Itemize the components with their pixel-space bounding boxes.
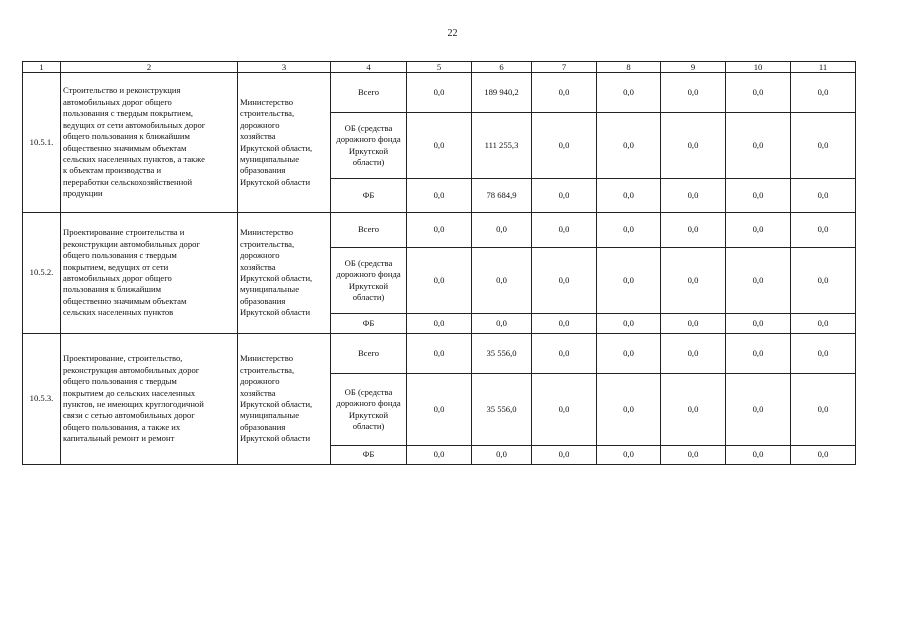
value-cell: 0,0	[407, 248, 472, 314]
table-row	[23, 73, 856, 113]
value-cell: 0,0	[597, 314, 661, 334]
value-cell: 0,0	[661, 73, 726, 113]
responsible-executor: Министерство строительства, дорожного хозяйства Иркутской области, муниципальные образования Иркутской области	[238, 73, 331, 213]
value-cell: 0,0	[661, 248, 726, 314]
value-cell: 0,0	[726, 446, 791, 465]
value-cell: 0,0	[661, 179, 726, 213]
header-cell: 10	[726, 62, 791, 73]
header-cell: 6	[472, 62, 532, 73]
header-cell: 4	[331, 62, 407, 73]
value-cell: 0,0	[726, 248, 791, 314]
value-cell: 0,0	[407, 73, 472, 113]
value-cell: 0,0	[661, 113, 726, 179]
value-cell: 0,0	[726, 179, 791, 213]
header-cell: 9	[661, 62, 726, 73]
value-cell: 0,0	[407, 446, 472, 465]
header-cell: 2	[61, 62, 238, 73]
value-cell: 0,0	[597, 213, 661, 248]
value-cell: 0,0	[661, 334, 726, 374]
value-cell: 0,0	[791, 113, 856, 179]
header-row	[23, 62, 856, 73]
header-cell: 8	[597, 62, 661, 73]
value-cell: 0,0	[597, 179, 661, 213]
table-row	[23, 334, 856, 374]
value-cell: 0,0	[532, 314, 597, 334]
value-cell: 0,0	[791, 314, 856, 334]
value-cell: 0,0	[532, 248, 597, 314]
value-cell: 0,0	[407, 334, 472, 374]
item-code: 10.5.3.	[23, 334, 61, 465]
header-cell: 5	[407, 62, 472, 73]
funding-source: Всего	[331, 334, 407, 374]
value-cell: 0,0	[726, 113, 791, 179]
item-name: Строительство и реконструкция автомобильных дорог общего пользования с твердым покрытием, ведущих от сети автомобильных дорог общего пользования к ближайшим общественно значимым объектам сельских населенных пунктов, а также к объектам производства и переработки сельскохозяйственной продукции	[61, 73, 238, 213]
value-cell: 0,0	[791, 374, 856, 446]
value-cell: 0,0	[532, 179, 597, 213]
value-cell: 0,0	[597, 113, 661, 179]
header-cell: 3	[238, 62, 331, 73]
value-cell: 189 940,2	[472, 73, 532, 113]
value-cell: 35 556,0	[472, 374, 532, 446]
item-name: Проектирование, строительство, реконструкция автомобильных дорог общего пользования с твердым покрытием до сельских населенных пунктов, не имеющих круглогодичной связи с сетью автомобильных дорог общего пользования, а также их капитальный ремонт и ремонт	[61, 334, 238, 465]
value-cell: 0,0	[597, 334, 661, 374]
responsible-executor: Министерство строительства, дорожного хозяйства Иркутской области, муниципальные образования Иркутской области	[238, 213, 331, 334]
value-cell: 0,0	[791, 334, 856, 374]
value-cell: 0,0	[472, 314, 532, 334]
header-cell: 1	[23, 62, 61, 73]
item-code: 10.5.1.	[23, 73, 61, 213]
responsible-executor: Министерство строительства, дорожного хозяйства Иркутской области, муниципальные образования Иркутской области	[238, 334, 331, 465]
funding-source: ОБ (средства дорожного фонда Иркутской области)	[331, 374, 407, 446]
header-cell: 11	[791, 62, 856, 73]
item-code: 10.5.2.	[23, 213, 61, 334]
value-cell: 0,0	[791, 213, 856, 248]
funding-source: ФБ	[331, 314, 407, 334]
value-cell: 0,0	[661, 446, 726, 465]
value-cell: 0,0	[532, 446, 597, 465]
value-cell: 0,0	[791, 248, 856, 314]
value-cell: 0,0	[726, 334, 791, 374]
funding-source: ФБ	[331, 179, 407, 213]
value-cell: 0,0	[472, 248, 532, 314]
value-cell: 0,0	[597, 248, 661, 314]
funding-source: Всего	[331, 73, 407, 113]
value-cell: 0,0	[726, 314, 791, 334]
funding-source: ОБ (средства дорожного фонда Иркутской области)	[331, 113, 407, 179]
value-cell: 0,0	[532, 113, 597, 179]
funding-source: ОБ (средства дорожного фонда Иркутской области)	[331, 248, 407, 314]
value-cell: 0,0	[597, 374, 661, 446]
value-cell: 0,0	[407, 179, 472, 213]
value-cell: 0,0	[532, 213, 597, 248]
funding-source: Всего	[331, 213, 407, 248]
value-cell: 0,0	[532, 73, 597, 113]
value-cell: 0,0	[407, 374, 472, 446]
value-cell: 0,0	[407, 113, 472, 179]
value-cell: 111 255,3	[472, 113, 532, 179]
value-cell: 0,0	[791, 179, 856, 213]
funding-source: ФБ	[331, 446, 407, 465]
value-cell: 0,0	[661, 314, 726, 334]
value-cell: 0,0	[726, 213, 791, 248]
item-name: Проектирование строительства и реконструкции автомобильных дорог общего пользования с твердым покрытием, ведущих от сети автомобильных дорог общего пользования к ближайшим общественно значимым объектам сельских населенных пунктов	[61, 213, 238, 334]
value-cell: 0,0	[661, 213, 726, 248]
value-cell: 0,0	[597, 446, 661, 465]
value-cell: 0,0	[532, 374, 597, 446]
value-cell: 0,0	[407, 213, 472, 248]
value-cell: 0,0	[661, 374, 726, 446]
value-cell: 0,0	[791, 446, 856, 465]
value-cell: 0,0	[726, 73, 791, 113]
page-number: 22	[447, 28, 458, 39]
value-cell: 0,0	[532, 334, 597, 374]
table-row	[23, 213, 856, 248]
value-cell: 0,0	[597, 73, 661, 113]
value-cell: 0,0	[791, 73, 856, 113]
header-cell: 7	[532, 62, 597, 73]
value-cell: 0,0	[407, 314, 472, 334]
budget-table	[22, 61, 856, 465]
value-cell: 35 556,0	[472, 334, 532, 374]
value-cell: 0,0	[726, 374, 791, 446]
value-cell: 0,0	[472, 446, 532, 465]
value-cell: 78 684,9	[472, 179, 532, 213]
value-cell: 0,0	[472, 213, 532, 248]
